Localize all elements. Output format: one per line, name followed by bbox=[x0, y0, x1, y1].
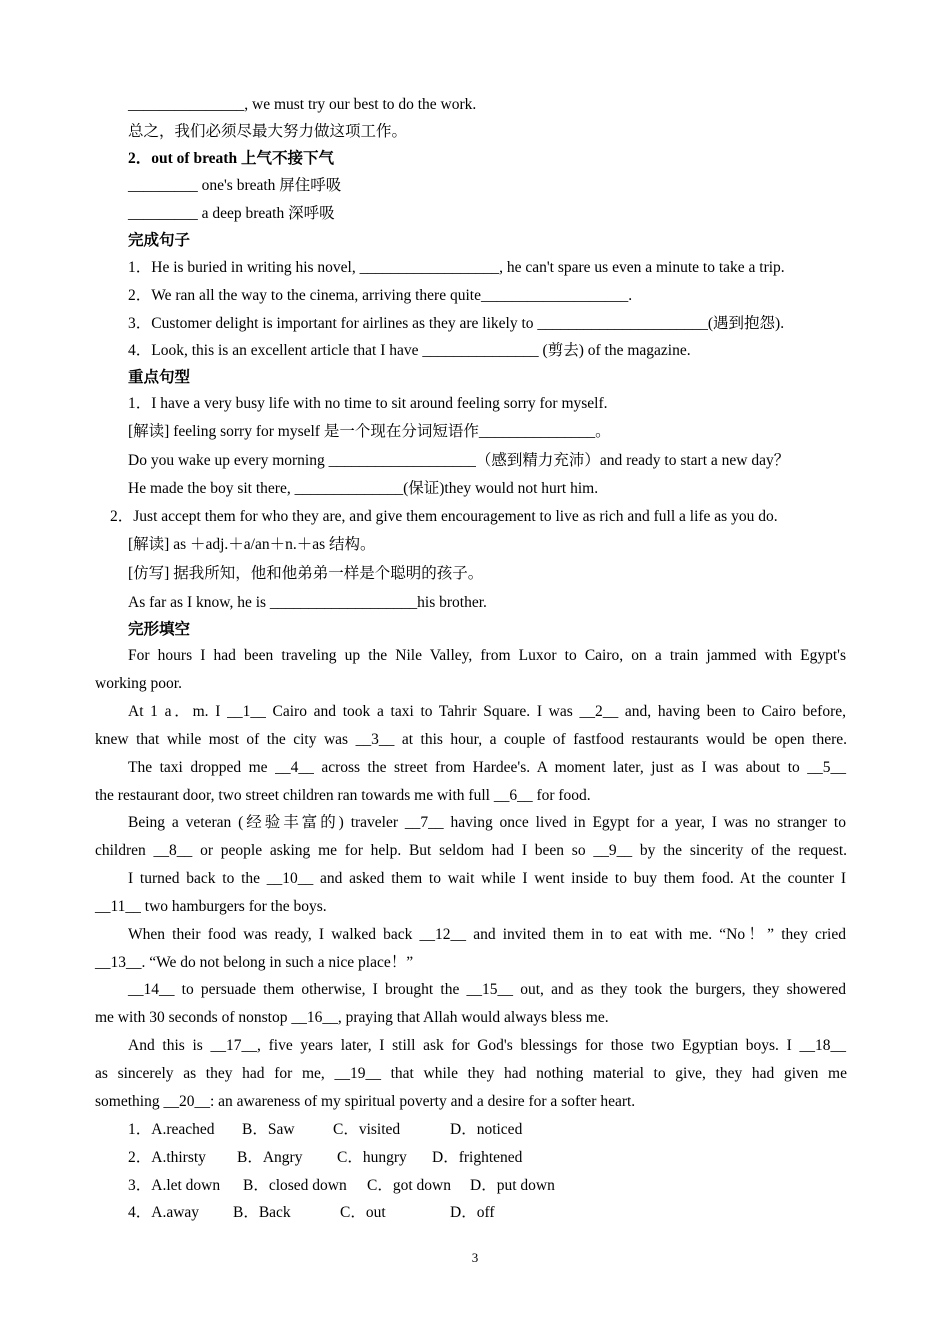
text-line: [解读] as ＋adj.＋a/an＋n.＋as 结构。 bbox=[128, 536, 376, 553]
text-line: 2．Just accept them for who they are, and give them encouragement to live as rich and full a life as you do. bbox=[110, 508, 778, 525]
text-line: _______________, we must try our best to do the work. bbox=[128, 96, 477, 113]
passage-line: as sincerely as they had for me, __19__ that while they had nothing material to give, they had given me bbox=[95, 1065, 847, 1082]
passage-line: For hours I had been traveling up the Nile Valley, from Luxor to Cairo, on a train jammed with Egypt's bbox=[128, 647, 846, 664]
passage-line: children __8__ or people asking me for help. But seldom had I been so __9__ by the sincerity of the request. bbox=[95, 842, 847, 859]
passage-line: __11__ two hamburgers for the boys. bbox=[95, 898, 327, 915]
section-heading: 完形填空 bbox=[128, 621, 191, 638]
option-a: 1．A.reached bbox=[128, 1121, 215, 1138]
text-line: 总之，我们必须尽最大努力做这项工作。 bbox=[128, 123, 408, 140]
text-line: _________ one's breath 屏住呼吸 bbox=[128, 177, 342, 194]
page-number: 3 bbox=[471, 1250, 479, 1265]
passage-line: something __20__: an awareness of my spiritual poverty and a desire for a softer heart. bbox=[95, 1093, 636, 1110]
passage-line: I turned back to the __10__ and asked them to wait while I went inside to buy them food. At the counter I bbox=[128, 870, 846, 887]
option-d: D．off bbox=[450, 1204, 495, 1221]
section-heading: 重点句型 bbox=[128, 369, 191, 386]
option-a: 4．A.away bbox=[128, 1204, 200, 1221]
exercise-sentence: 3．Customer delight is important for airlines as they are likely to ______________________(遇到抱怨). bbox=[128, 315, 785, 332]
passage-line: the restaurant door, two street children ran towards me with full __6__ for food. bbox=[95, 787, 591, 804]
passage-line: The taxi dropped me __4__ across the street from Hardee's. A moment later, just as I was about to __5__ bbox=[128, 759, 846, 776]
text-line: [解读] feeling sorry for myself 是一个现在分词短语作_______________。 bbox=[128, 423, 611, 440]
option-c: C．got down bbox=[367, 1177, 451, 1194]
option-c: C．out bbox=[340, 1204, 386, 1221]
passage-line: Being a veteran (经验丰富的) traveler __7__ having once lived in Egypt for a year, I was no stranger to bbox=[128, 814, 846, 831]
passage-line: When their food was ready, I walked back __12__ and invited them in to eat with me. “No！” they cried bbox=[128, 926, 846, 943]
passage-line: And this is __17__, five years later, I still ask for God's blessings for those two Egyptian boys. I __18__ bbox=[128, 1037, 846, 1054]
passage-line: At 1 a．m. I __1__ Cairo and took a taxi to Tahrir Square. I was __2__ and, having been to Cairo before, bbox=[128, 703, 846, 720]
passage-line: me with 30 seconds of nonstop __16__, praying that Allah would always bless me. bbox=[95, 1009, 609, 1026]
passage-line: __13__. “We do not belong in such a nice place！” bbox=[95, 954, 414, 971]
option-d: D．frightened bbox=[432, 1149, 523, 1166]
option-a: 3．A.let down bbox=[128, 1177, 221, 1194]
option-c: C．hungry bbox=[337, 1149, 407, 1166]
text-line: 1．I have a very busy life with no time to sit around feeling sorry for myself. bbox=[128, 395, 608, 412]
exercise-sentence: 1．He is buried in writing his novel, __________________, he can't spare us even a minute to take a trip. bbox=[128, 259, 785, 276]
item-heading: 2．out of breath 上气不接下气 bbox=[128, 150, 334, 167]
option-b: B．closed down bbox=[243, 1177, 347, 1194]
option-b: B．Back bbox=[233, 1204, 291, 1221]
option-a: 2．A.thirsty bbox=[128, 1149, 206, 1166]
section-heading: 完成句子 bbox=[128, 232, 191, 249]
option-c: C．visited bbox=[333, 1121, 401, 1138]
text-line: [仿写] 据我所知，他和他弟弟一样是个聪明的孩子。 bbox=[128, 565, 484, 582]
text-line: _________ a deep breath 深呼吸 bbox=[128, 205, 335, 222]
passage-line: __14__ to persuade them otherwise, I brought the __15__ out, and as they took the burgers, they showered bbox=[128, 981, 846, 998]
option-b: B．Angry bbox=[237, 1149, 303, 1166]
option-d: D．noticed bbox=[450, 1121, 523, 1138]
option-b: B．Saw bbox=[242, 1121, 295, 1138]
exercise-sentence: 2．We ran all the way to the cinema, arriving there quite___________________. bbox=[128, 287, 633, 304]
text-line: As far as I know, he is ___________________his brother. bbox=[128, 594, 487, 611]
passage-line: knew that while most of the city was __3__ at this hour, a couple of fastfood restaurants would be open there. bbox=[95, 731, 847, 748]
exercise-sentence: 4．Look, this is an excellent article that I have _______________ (剪去) of the magazine. bbox=[128, 342, 691, 359]
passage-line: working poor. bbox=[95, 675, 182, 692]
option-d: D．put down bbox=[470, 1177, 555, 1194]
text-line: Do you wake up every morning ___________________（感到精力充沛）and ready to start a new day？ bbox=[128, 452, 790, 469]
text-line: He made the boy sit there, ______________(保证)they would not hurt him. bbox=[128, 480, 599, 497]
